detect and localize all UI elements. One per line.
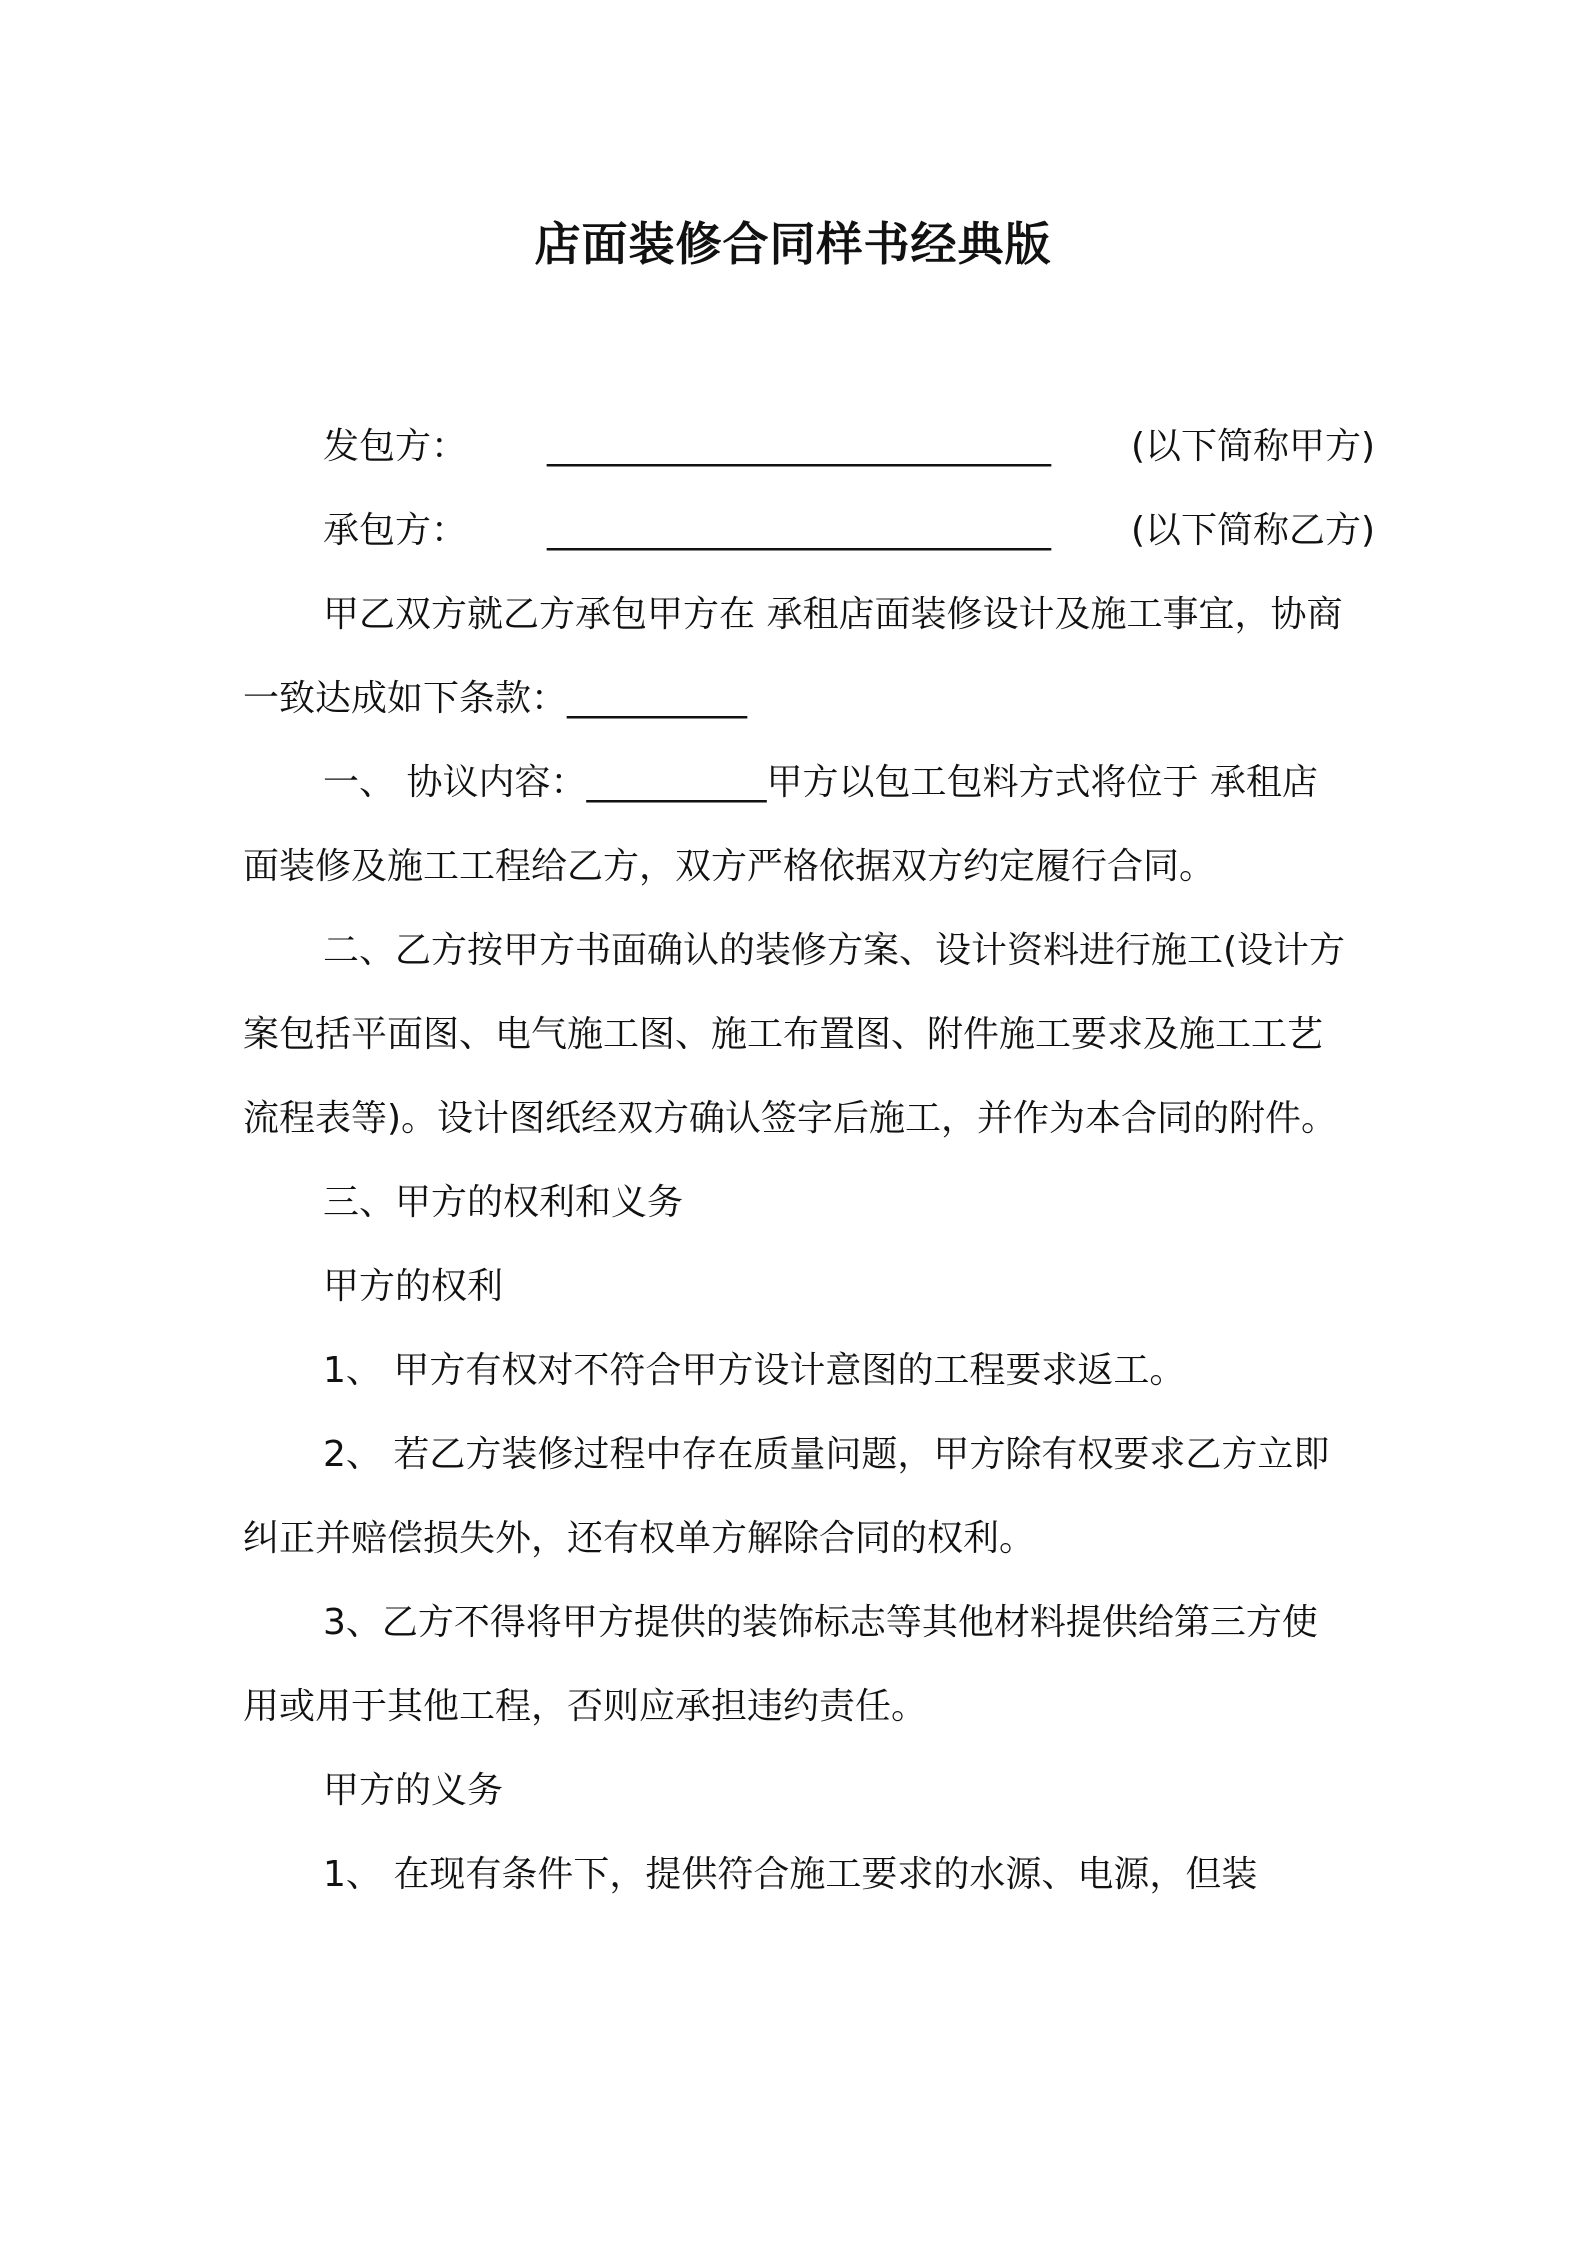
party-b-line: [243, 489, 1376, 573]
paragraph-clause-2: 二、乙方按甲方书面确认的装修方案、设计资料进行施工(设计方案包括平面图、电气施工图、施工布置图、附件施工要求及施工工艺流程表等)。设计图纸经双方确认签字后施工，并作为本合同的附件。: [243, 930, 1346, 1139]
party-a-label: 发包方：: [323, 426, 468, 467]
party-a-blank: ____________________________: [547, 426, 1052, 467]
party-b-suffix: (以下简称乙方): [1131, 510, 1376, 551]
section-heading-party-a: 三、甲方的权利和义务: [323, 1182, 684, 1223]
party-b-blank: ____________________________: [547, 510, 1052, 551]
document-body: [243, 405, 1376, 1917]
party-b-label: 承包方：: [323, 510, 468, 551]
party-a-line: [243, 405, 1376, 489]
rights-item-1: 1、 甲方有权对不符合甲方设计意图的工程要求返工。: [323, 1350, 1186, 1391]
subheading-party-a-obligations: 甲方的义务: [323, 1770, 504, 1811]
rights-item-3: 3、乙方不得将甲方提供的装饰标志等其他材料提供给第三方使用或用于其他工程，否则应承担违约责任。: [243, 1602, 1318, 1727]
paragraph-clause-1: 一、 协议内容：__________甲方以包工包料方式将位于 承租店面装修及施工工程给乙方，双方严格依据双方约定履行合同。: [243, 762, 1318, 887]
rights-item-2: 2、 若乙方装修过程中存在质量问题，甲方除有权要求乙方立即纠正并赔偿损失外，还有权单方解除合同的权利。: [243, 1434, 1330, 1559]
document-title: 店面装修合同样书经典版: [534, 217, 1052, 271]
obligations-item-1: 1、 在现有条件下，提供符合施工要求的水源、电源，但装: [323, 1854, 1258, 1895]
subheading-party-a-rights: 甲方的权利: [323, 1266, 504, 1307]
party-a-suffix: (以下简称甲方): [1131, 426, 1376, 467]
paragraph-intro: 甲乙双方就乙方承包甲方在 承租店面装修设计及施工事宜，协商一致达成如下条款：__________: [243, 594, 1343, 719]
